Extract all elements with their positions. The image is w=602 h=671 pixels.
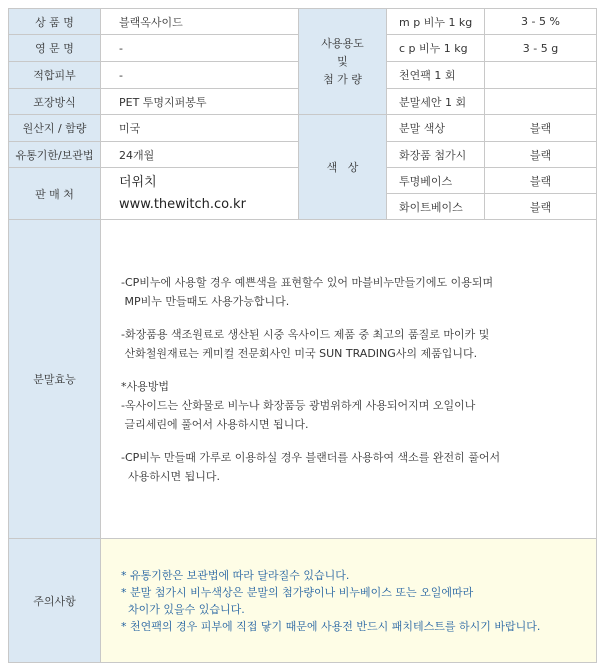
- usage-label-line2: 및: [337, 54, 348, 68]
- skin-type-label: 적합피부: [9, 62, 101, 89]
- color-item: 투명베이스: [387, 168, 485, 194]
- usage-label-line3: 첨 가 량: [323, 72, 362, 86]
- english-name-value: -: [101, 35, 299, 62]
- product-spec-table: [8, 8, 597, 663]
- color-value: 블랙: [485, 115, 597, 142]
- usage-amount: 3 - 5 g: [485, 35, 597, 62]
- caution-line: * 분말 첨가시 비누색상은 분말의 첨가량이나 비누베이스 또는 오일에따라: [121, 585, 474, 599]
- caution-lines: [121, 567, 596, 635]
- effects-line: -CP비누 만들때 가루로 이용하실 경우 블랜더를 사용하여 색소를 완전히 풀어서: [121, 450, 501, 464]
- color-label: 색 상: [299, 115, 387, 220]
- caution-line: * 천연팩의 경우 피부에 직접 닿기 때문에 사용전 반드시 패치테스트를 하시기 바랍니다.: [121, 619, 541, 633]
- caution-label: 주의사항: [9, 539, 101, 663]
- caution-line: 차이가 있을수 있습니다.: [121, 602, 245, 616]
- usage-item: 분말세안 1 회: [387, 89, 485, 115]
- seller-name: 더위치: [119, 174, 157, 190]
- seller-value: [101, 168, 299, 220]
- usage-item: m p 비누 1 kg: [387, 9, 485, 35]
- color-item: 화장품 첨가시: [387, 142, 485, 168]
- usage-label: [299, 9, 387, 115]
- effects-content: [101, 220, 597, 539]
- product-name-label: 상 품 명: [9, 9, 101, 35]
- color-value: 블랙: [485, 168, 597, 194]
- packaging-label: 포장방식: [9, 89, 101, 115]
- usage-amount: 3 - 5 %: [485, 9, 597, 35]
- effects-line: 글리세린에 풀어서 사용하시면 됩니다.: [121, 417, 309, 431]
- effects-line: [121, 434, 596, 448]
- effects-line: [121, 363, 596, 377]
- expiry-label: 유통기한/보관법: [9, 142, 101, 168]
- caution-content: [101, 539, 597, 663]
- caution-line: * 유통기한은 보관법에 따라 달라질수 있습니다.: [121, 568, 350, 582]
- effects-label: 분말효능: [9, 220, 101, 539]
- color-value: 블랙: [485, 142, 597, 168]
- effects-line: 사용하시면 됩니다.: [121, 469, 220, 483]
- expiry-value: 24개월: [101, 142, 299, 168]
- color-item: 화이트베이스: [387, 194, 485, 220]
- usage-amount: [485, 89, 597, 115]
- usage-item: c p 비누 1 kg: [387, 35, 485, 62]
- usage-label-line1: 사용용도: [321, 36, 364, 50]
- packaging-value: PET 투명지퍼봉투: [101, 89, 299, 115]
- usage-amount: [485, 62, 597, 89]
- color-value: 블랙: [485, 194, 597, 220]
- product-name-value: 블랙옥사이드: [101, 9, 299, 35]
- effects-line: 산화철원재료는 케미컬 전문회사인 미국 SUN TRADING사의 제품입니다.: [121, 346, 478, 360]
- seller-url[interactable]: www.thewitch.co.kr: [119, 196, 246, 212]
- origin-label: 원산지 / 함량: [9, 115, 101, 142]
- effects-line: MP비누 만들때도 사용가능합니다.: [121, 294, 290, 308]
- origin-value: 미국: [101, 115, 299, 142]
- color-item: 분말 색상: [387, 115, 485, 142]
- seller-label: 판 매 처: [9, 168, 101, 220]
- effects-line: *사용방법: [121, 379, 170, 393]
- usage-item: 천연팩 1 회: [387, 62, 485, 89]
- effects-line: -옥사이드는 산화물로 비누나 화장품등 광범위하게 사용되어지며 오일이나: [121, 398, 476, 412]
- effects-line: -CP비누에 사용할 경우 예쁜색을 표현할수 있어 마블비누만들기에도 이용되며: [121, 275, 494, 289]
- effects-line: [121, 311, 596, 325]
- skin-type-value: -: [101, 62, 299, 89]
- english-name-label: 영 문 명: [9, 35, 101, 62]
- effects-line: -화장품용 색조원료로 생산된 시중 옥사이드 제품 중 최고의 품질로 마이카 및: [121, 327, 490, 341]
- effects-lines: [121, 273, 596, 486]
